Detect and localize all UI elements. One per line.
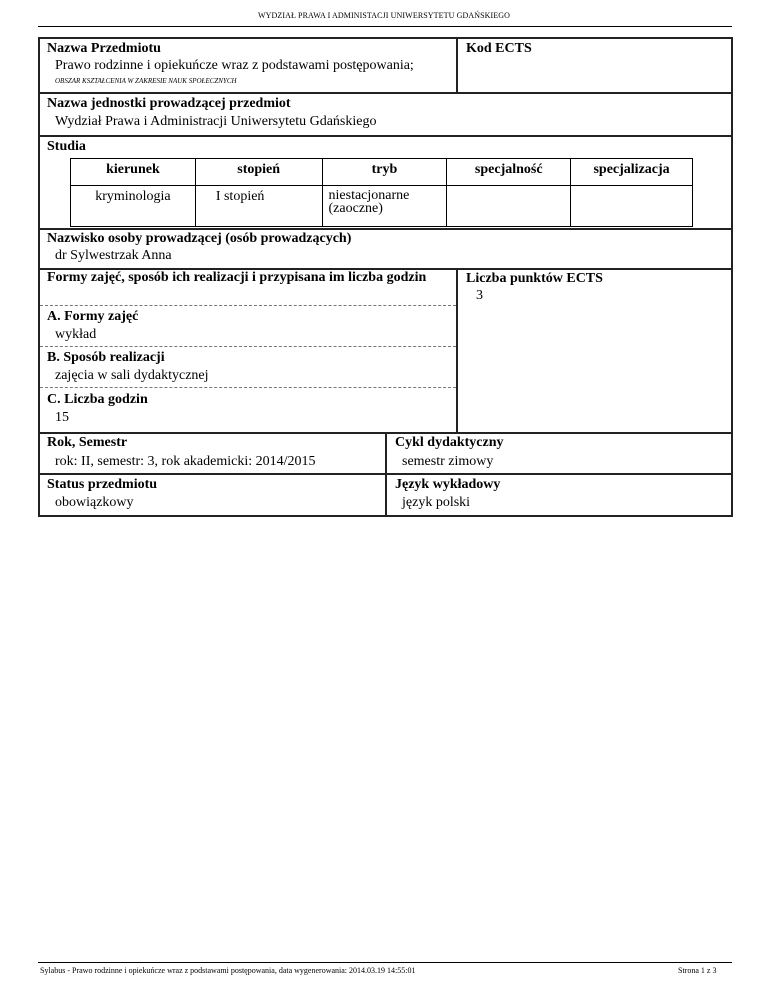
year-status-rule <box>38 473 733 475</box>
status-label: Status przedmiotu <box>47 477 158 492</box>
col-specjalizacja: specjalizacja <box>571 159 693 186</box>
course-name-value: Prawo rodzinne i opiekuńcze wraz z podstawami postępowania; <box>55 58 414 73</box>
forms-c-value: 15 <box>55 410 69 425</box>
col-tryb: tryb <box>322 159 447 186</box>
year-value: rok: II, semestr: 3, rok akademicki: 2014/2015 <box>55 454 316 469</box>
cycle-label: Cykl dydaktyczny <box>395 435 504 450</box>
language-label: Język wykładowy <box>395 477 501 492</box>
cell-tryb: niestacjonarne (zaoczne) <box>322 186 447 227</box>
forms-label: Formy zajęć, sposób ich realizacji i przypisana im liczba godzin <box>47 270 427 285</box>
forms-separator-2 <box>40 346 456 347</box>
forms-divider <box>456 268 458 434</box>
unit-value: Wydział Prawa i Administracji Uniwersytetu Gdańskiego <box>55 114 377 129</box>
forms-b-label: B. Sposób realizacji <box>47 350 165 365</box>
page-header: WYDZIAŁ PRAWA I ADMINISTACJI UNIWERSYTETU GDAŃSKIEGO <box>257 11 511 20</box>
cycle-value: semestr zimowy <box>402 454 494 469</box>
col-stopien: stopień <box>195 159 322 186</box>
ects-points-value: 3 <box>476 288 483 303</box>
ects-points-label: Liczba punktów ECTS <box>466 271 603 286</box>
cell-specjalizacja <box>571 186 693 227</box>
year-label: Rok, Semestr <box>47 435 128 450</box>
lecturer-value: dr Sylwestrzak Anna <box>55 248 172 263</box>
ects-code-label: Kod ECTS <box>466 41 532 56</box>
forms-separator-1 <box>40 305 456 306</box>
col-kierunek: kierunek <box>71 159 196 186</box>
studies-table <box>70 158 693 227</box>
forms-c-label: C. Liczba godzin <box>47 392 148 407</box>
cell-kierunek: kryminologia <box>71 186 196 227</box>
page-number: Strona 1 z 3 <box>678 966 717 975</box>
studies-label: Studia <box>47 139 86 154</box>
status-value: obowiązkowy <box>55 495 134 510</box>
forms-a-value: wykład <box>55 327 97 342</box>
course-name-label: Nazwa Przedmiotu <box>47 41 161 56</box>
unit-label: Nazwa jednostki prowadzącej przedmiot <box>47 96 291 111</box>
forms-separator-3 <box>40 387 456 388</box>
lecturer-label: Nazwisko osoby prowadzącej (osób prowadzących) <box>47 231 352 246</box>
studies-header-row <box>71 159 693 186</box>
header-rule <box>38 26 732 27</box>
footer-text: Sylabus - Prawo rodzinne i opiekuńcze wraz z podstawami postępowania, data wygenerowania: 2014.03.19 14:55:01 <box>40 966 416 975</box>
language-value: język polski <box>402 495 471 510</box>
studies-data-row <box>71 186 693 227</box>
cell-specjalnosc <box>447 186 571 227</box>
course-area-note: OBSZAR KSZTAŁCENIA W ZAKRESIE NAUK SPOŁECZNYCH <box>55 77 237 85</box>
cell-stopien: I stopień <box>195 186 322 227</box>
forms-b-value: zajęcia w sali dydaktycznej <box>55 368 209 383</box>
col-specjalnosc: specjalność <box>447 159 571 186</box>
footer-rule <box>38 962 732 963</box>
course-name-divider <box>456 37 458 94</box>
forms-a-label: A. Formy zajęć <box>47 309 139 324</box>
